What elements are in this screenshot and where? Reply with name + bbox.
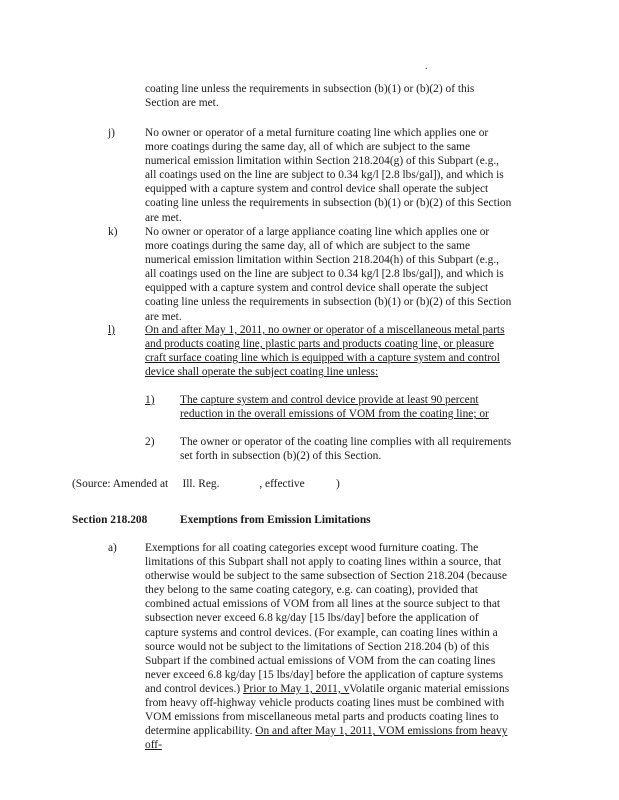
source-prefix: (Source: Amended at <box>72 478 169 490</box>
stray-mark: . <box>425 61 428 72</box>
source-close: ) <box>336 478 340 490</box>
source-blank-1 <box>171 478 180 490</box>
continuation-paragraph: coating line unless the requirements in subsection (b)(1) or (b)(2) of this Section are met. <box>145 83 475 110</box>
item-a-text-1: Exemptions for all coating categories except wood furniture coating. The limitations of this Subpart shall not apply to coating lines within a source, that otherwise would be subject to the same subsection of Section 218.204 (because they belong to the same coating category, e.g. can coating), provided that combined actual emissions of VOM from all lines at the source subject to that subsection never exceed 6.8 kg/day [15 lbs/day] before the application of capture systems and control devices. (For example, can coating lines within a source would not be subject to the limitations of Section 218.204 (b) of this Subpart if the combined actual emissions of VOM from the can coating lines never exceed 6.8 kg/day [15 lbs/day] before the application of capture systems and control devices.) <box>145 542 507 695</box>
item-a-marker: a) <box>108 542 117 554</box>
item-l-marker: l) <box>108 324 115 336</box>
item-a-underlined-2: On and after May 1, 2011, VOM emissions from heavy off- <box>145 725 508 752</box>
section-number: Section 218.208 <box>72 514 148 526</box>
item-l2-marker: 2) <box>145 436 155 448</box>
item-j-text: No owner or operator of a metal furniture coating line which applies one or more coatings during the same day, all of which are subject to the same numerical emission limitation within Section 218.204(g) of this Subpart (e.g., all coatings used on the line are subject to 0.34 kg/l [2.8 lbs/gal]), and which is equipped with a capture system and control device shall operate the subject coating line unless the requirements in subsection (b)(1) or (b)(2) of this Section are met. <box>145 127 512 224</box>
source-blank-2 <box>222 478 259 490</box>
source-effective: , effective <box>259 478 305 490</box>
source-blank-3 <box>308 478 336 490</box>
item-k-text: No owner or operator of a large appliance coating line which applies one or more coatings during the same day, all of which are subject to the same numerical emission limitation within Section 218.204(h) of this Subpart (e.g., all coatings used on the line are subject to 0.34 kg/l [2.8 lbs/gal]), and which is equipped with a capture system and control device shall operate the subject coating line unless the requirements in subsection (b)(1) or (b)(2) of this Section are met. <box>145 226 512 323</box>
item-a-text <box>145 541 512 752</box>
item-l1-marker: 1) <box>145 394 155 406</box>
item-l2-text: The owner or operator of the coating line complies with all requirements set forth in subsection (b)(2) of this Section. <box>180 436 512 463</box>
item-a-underlined-1: Prior to May 1, 2011, v <box>243 682 350 695</box>
item-j-marker: j) <box>108 127 115 139</box>
item-l-text: On and after May 1, 2011, no owner or operator of a miscellaneous metal parts and products coating line, plastic parts and products coating line, or pleasure craft surface coating line which is equipped with a capture system and control device shall operate the subject coating line unless: <box>145 324 505 379</box>
source-note <box>72 477 512 491</box>
item-k-marker: k) <box>108 226 118 238</box>
item-l1-text: The capture system and control device provide at least 90 percent reduction in the overall emissions of VOM from the coating line; or <box>180 394 489 421</box>
item-a-text-2: Volatile organic material emissions from heavy off-highway vehicle products coating lines must be combined with VOM emissions from miscellaneous metal parts and products coating lines to determine applicability. <box>145 682 510 738</box>
source-reg: Ill. Reg. <box>182 478 220 490</box>
section-title: Exemptions from Emission Limitations <box>180 514 371 526</box>
